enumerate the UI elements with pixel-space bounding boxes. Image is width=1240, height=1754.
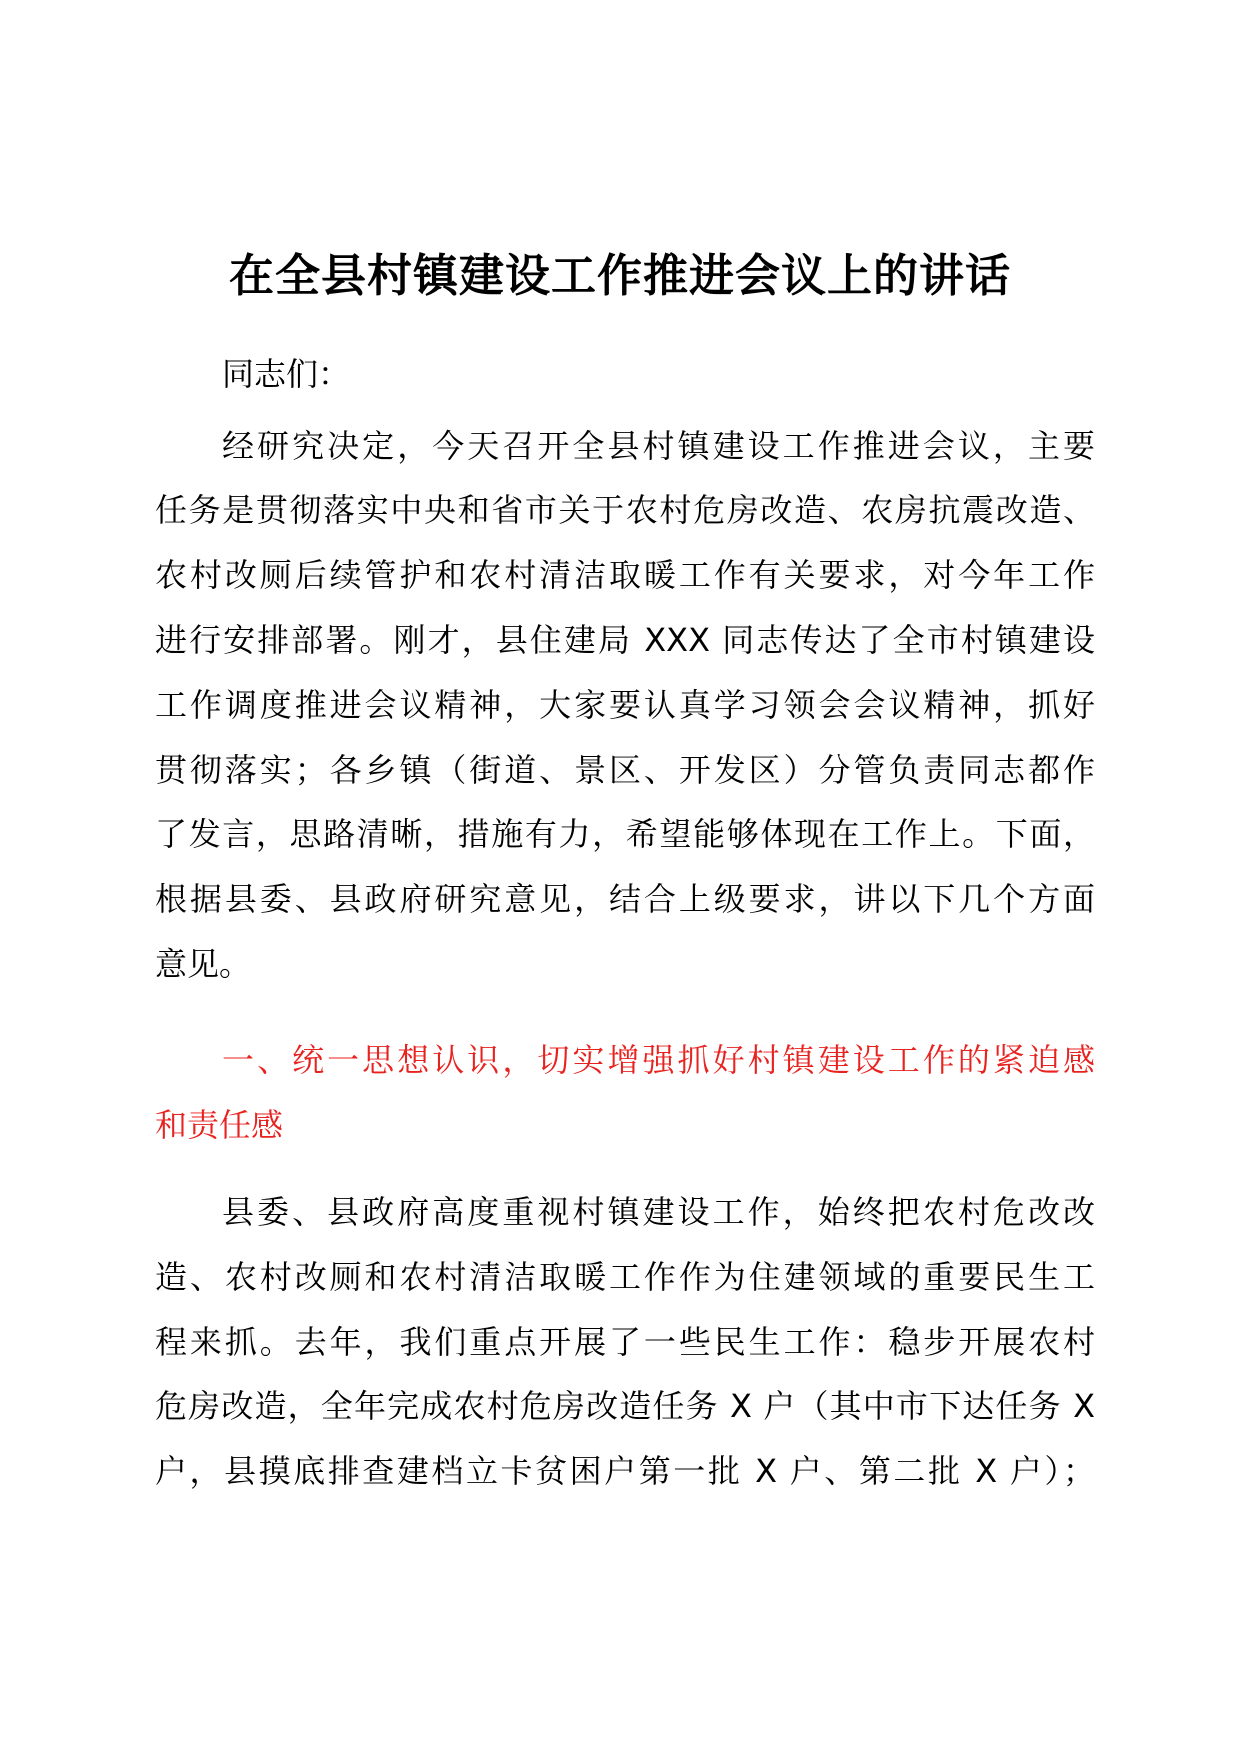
document-title: 在全县村镇建设工作推进会议上的讲话 — [228, 249, 1011, 302]
section-heading-line: 和责任感 — [155, 1106, 284, 1144]
paragraph-line: 县委、县政府高度重视村镇建设工作，始终把农村危改改 — [222, 1193, 1095, 1231]
paragraph-line: 贯彻落实；各乡镇（街道、景区、开发区）分管负责同志都作 — [155, 751, 1095, 789]
paragraph-line: 户，县摸底排查建档立卡贫困户第一批 X 户、第二批 X 户）； — [155, 1452, 1095, 1490]
paragraph-line: 进行安排部署。刚才，县住建局 XXX 同志传达了全市村镇建设 — [155, 621, 1095, 659]
paragraph-line: 经研究决定，今天召开全县村镇建设工作推进会议，主要 — [222, 427, 1095, 465]
section-heading-line: 一、统一思想认识，切实增强抓好村镇建设工作的紧迫感 — [222, 1041, 1095, 1079]
paragraph-line: 根据县委、县政府研究意见，结合上级要求，讲以下几个方面 — [155, 880, 1095, 918]
paragraph-line: 工作调度推进会议精神，大家要认真学习领会会议精神，抓好 — [155, 686, 1095, 724]
paragraph-line: 了发言，思路清晰，措施有力，希望能够体现在工作上。下面， — [155, 815, 1095, 853]
paragraph-line: 造、农村改厕和农村清洁取暖工作作为住建领域的重要民生工 — [155, 1258, 1095, 1296]
paragraph-line: 危房改造，全年完成农村危房改造任务 X 户（其中市下达任务 X — [155, 1387, 1095, 1425]
paragraph-line: 程来抓。去年，我们重点开展了一些民生工作：稳步开展农村 — [155, 1323, 1095, 1361]
paragraph-line: 任务是贯彻落实中央和省市关于农村危房改造、农房抗震改造、 — [155, 491, 1095, 529]
salutation: 同志们： — [222, 355, 351, 393]
paragraph-line: 农村改厕后续管护和农村清洁取暖工作有关要求，对今年工作 — [155, 556, 1095, 594]
paragraph-line: 意见。 — [155, 945, 252, 983]
